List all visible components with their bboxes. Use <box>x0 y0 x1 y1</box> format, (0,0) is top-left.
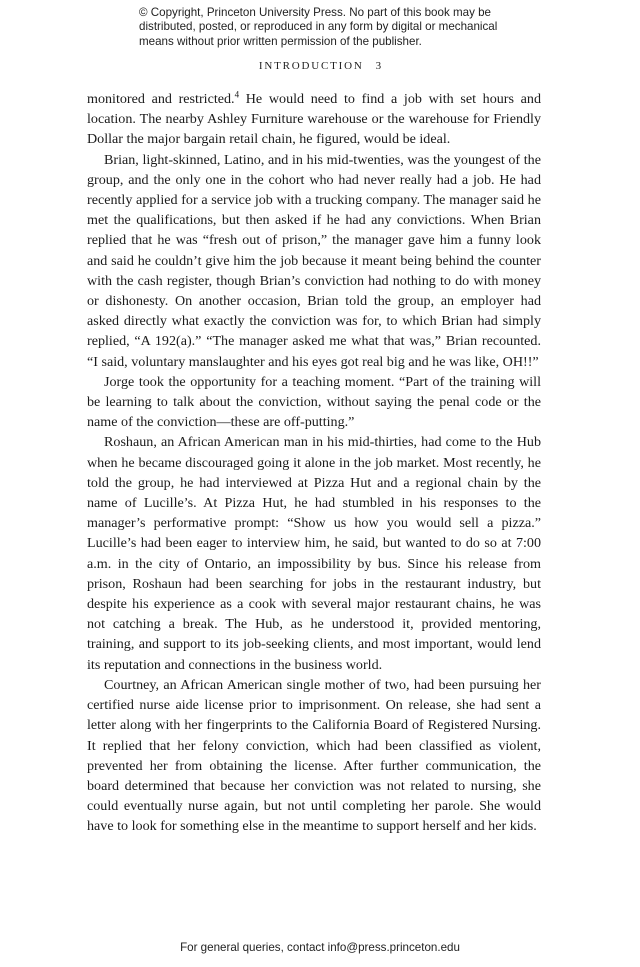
footer-contact: For general queries, contact info@press.princeton.edu <box>180 941 460 954</box>
copyright-notice <box>139 6 519 49</box>
copyright-line-2: distributed, posted, or reproduced in any form by digital or mechanical <box>139 20 498 34</box>
page-number: 3 <box>375 60 382 72</box>
paragraph-3: Jorge took the opportunity for a teaching moment. “Part of the training will be learning to talk about the conviction, without saying the penal code or the name of the conviction—these are off-putting.” <box>87 373 541 431</box>
footnote-reference[interactable]: 4 <box>234 89 240 100</box>
paragraph-4: Roshaun, an African American man in his mid-thirties, had come to the Hub when he became discouraged going it alone in the job market. Most recently, he told the group, he had interviewed at Pizza Hut and a regional chain by the name of Lucille’s. At Pizza Hut, he had stumbled in his responses to the manager’s performative prompt: “Show us how you would sell a pizza.” Lucille’s had been eager to interview him, he said, but wanted to do so at 7:00 a.m. in the city of Ontario, an impossibility by bus. Since his release from prison, Roshaun had been searching for jobs in the restaurant industry, but despite his experience as a cook with several major restaurant chains, he was not catching a break. The Hub, as he understood it, provided mentoring, training, and support to its job-seeking clients, and most important, would lend its reputation and connections in the business world. <box>87 434 541 673</box>
paragraph-2: Brian, light-skinned, Latino, and in his mid-twenties, was the youngest of the group, and the only one in the cohort who had never really had a job. He had recently applied for a service job with a trucking company. The manager said he met the qualifications, but then asked if he had any convictions. When Brian replied that he was “fresh out of prison,” the manager gave him a funny look and said he couldn’t give him the job because it meant being behind the counter with the cash register, though Brian’s conviction had nothing to do with money or dishonesty. On another occasion, Brian told the group, an employer had asked directly what exactly the conviction was for, to which Brian had simply replied, “A 192(a).” “The manager asked me what that was,” Brian recounted. “I said, voluntary manslaughter and his eyes got real big and he was like, OH!!” <box>87 151 541 370</box>
paragraph-1-start: monitored and restricted. <box>87 91 235 107</box>
paragraph-5: Courtney, an African American single mother of two, had been pursuing her certified nurse aide license prior to imprisonment. On release, she had sent a letter along with her fingerprints to the California Board of Registered Nursing. It replied that her felony conviction, which had been classified as violent, prevented her from obtaining the license. After further communication, the board determined that because her conviction was not related to nursing, she could eventually nurse again, but not until completing her parole. She would have to look for something else in the meantime to support herself and her kids. <box>87 676 541 835</box>
copyright-line-1: © Copyright, Princeton University Press. No part of this book may be <box>139 6 491 19</box>
paragraph-1 <box>87 89 541 150</box>
body-text <box>87 89 541 837</box>
paragraph-1-rest: He would need to find a job with set hours and location. The nearby Ashley Furniture warehouse or the warehouse for Friendly Dollar the major bargain retail chain, he figured, would be ideal. <box>87 91 541 148</box>
running-head <box>0 60 640 72</box>
copyright-line-3: means without prior written permission of the publisher. <box>139 34 422 48</box>
running-head-title: INTRODUCTION <box>258 60 364 72</box>
